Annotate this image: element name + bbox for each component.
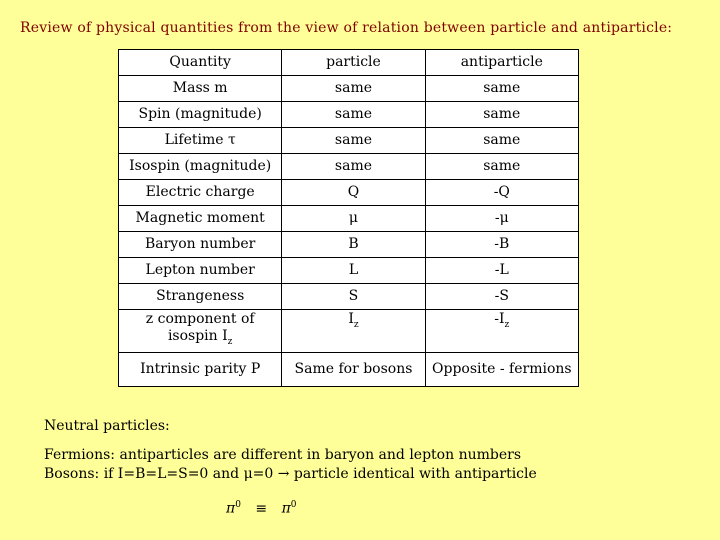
- quantity-cell: Isospin (magnitude): [119, 154, 282, 180]
- isospin-z-particle: I: [348, 311, 354, 328]
- table-row-isospin-z: [119, 310, 579, 353]
- pi-left-sup: 0: [235, 500, 241, 510]
- quantities-table: [118, 49, 579, 387]
- particle-cell: Same for bosons: [282, 353, 425, 387]
- table-row: [119, 102, 579, 128]
- isospin-z-antiparticle: -I: [494, 311, 505, 328]
- pi-right: π: [281, 500, 291, 517]
- neutral-notes: [44, 446, 537, 484]
- header-particle: particle: [282, 50, 425, 76]
- antiparticle-cell: -Q: [425, 180, 578, 206]
- table-row: [119, 232, 579, 258]
- particle-cell: S: [282, 284, 425, 310]
- quantity-cell: Intrinsic parity P: [119, 353, 282, 387]
- header-quantity: Quantity: [119, 50, 282, 76]
- table-row: [119, 76, 579, 102]
- antiparticle-cell: -μ: [425, 206, 578, 232]
- pi-left: π: [226, 500, 236, 517]
- isospin-z-particle-subscript: z: [353, 319, 359, 330]
- isospin-z-subscript: z: [227, 336, 233, 347]
- antiparticle-cell: same: [425, 128, 578, 154]
- particle-cell: same: [282, 102, 425, 128]
- particle-cell: μ: [282, 206, 425, 232]
- table-row: [119, 154, 579, 180]
- quantity-cell: Strangeness: [119, 284, 282, 310]
- quantity-cell: Mass m: [119, 76, 282, 102]
- particle-cell: B: [282, 232, 425, 258]
- antiparticle-cell: -L: [425, 258, 578, 284]
- particle-cell: same: [282, 128, 425, 154]
- antiparticle-cell: -S: [425, 284, 578, 310]
- antiparticle-cell: -B: [425, 232, 578, 258]
- quantity-cell: Electric charge: [119, 180, 282, 206]
- antiparticle-cell: same: [425, 154, 578, 180]
- antiparticle-cell: same: [425, 76, 578, 102]
- isospin-z-line1: z component of: [145, 311, 255, 328]
- antiparticle-cell: same: [425, 102, 578, 128]
- particle-cell: L: [282, 258, 425, 284]
- identity-operator: ≡: [255, 500, 268, 517]
- isospin-z-line2: isospin I: [167, 328, 228, 345]
- table-row: [119, 206, 579, 232]
- particle-cell: [282, 310, 425, 353]
- quantity-cell: Baryon number: [119, 232, 282, 258]
- header-antiparticle: antiparticle: [425, 50, 578, 76]
- fermions-note: Fermions: antiparticles are different in baryon and lepton numbers: [44, 447, 522, 463]
- isospin-z-antiparticle-subscript: z: [504, 319, 510, 330]
- table-row: [119, 180, 579, 206]
- antiparticle-cell: Opposite - fermions: [425, 353, 578, 387]
- table-row: [119, 284, 579, 310]
- pi-right-sup: 0: [290, 500, 297, 510]
- pion-identity-formula: [226, 500, 297, 517]
- page-title: Review of physical quantities from the view of relation between particle and antiparticle:: [20, 20, 673, 36]
- particle-cell: same: [282, 154, 425, 180]
- table-row-parity: [119, 353, 579, 387]
- particle-cell: same: [282, 76, 425, 102]
- quantity-cell: Lifetime τ: [119, 128, 282, 154]
- bosons-note: Bosons: if I=B=L=S=0 and μ=0 → particle identical with antiparticle: [44, 466, 537, 482]
- particle-cell: Q: [282, 180, 425, 206]
- quantity-cell: Lepton number: [119, 258, 282, 284]
- quantity-cell: Magnetic moment: [119, 206, 282, 232]
- quantity-cell: Spin (magnitude): [119, 102, 282, 128]
- table-row: [119, 258, 579, 284]
- neutral-heading: Neutral particles:: [44, 418, 170, 434]
- antiparticle-cell: [425, 310, 578, 353]
- table-header-row: [119, 50, 579, 76]
- quantity-cell: [119, 310, 282, 353]
- table-row: [119, 128, 579, 154]
